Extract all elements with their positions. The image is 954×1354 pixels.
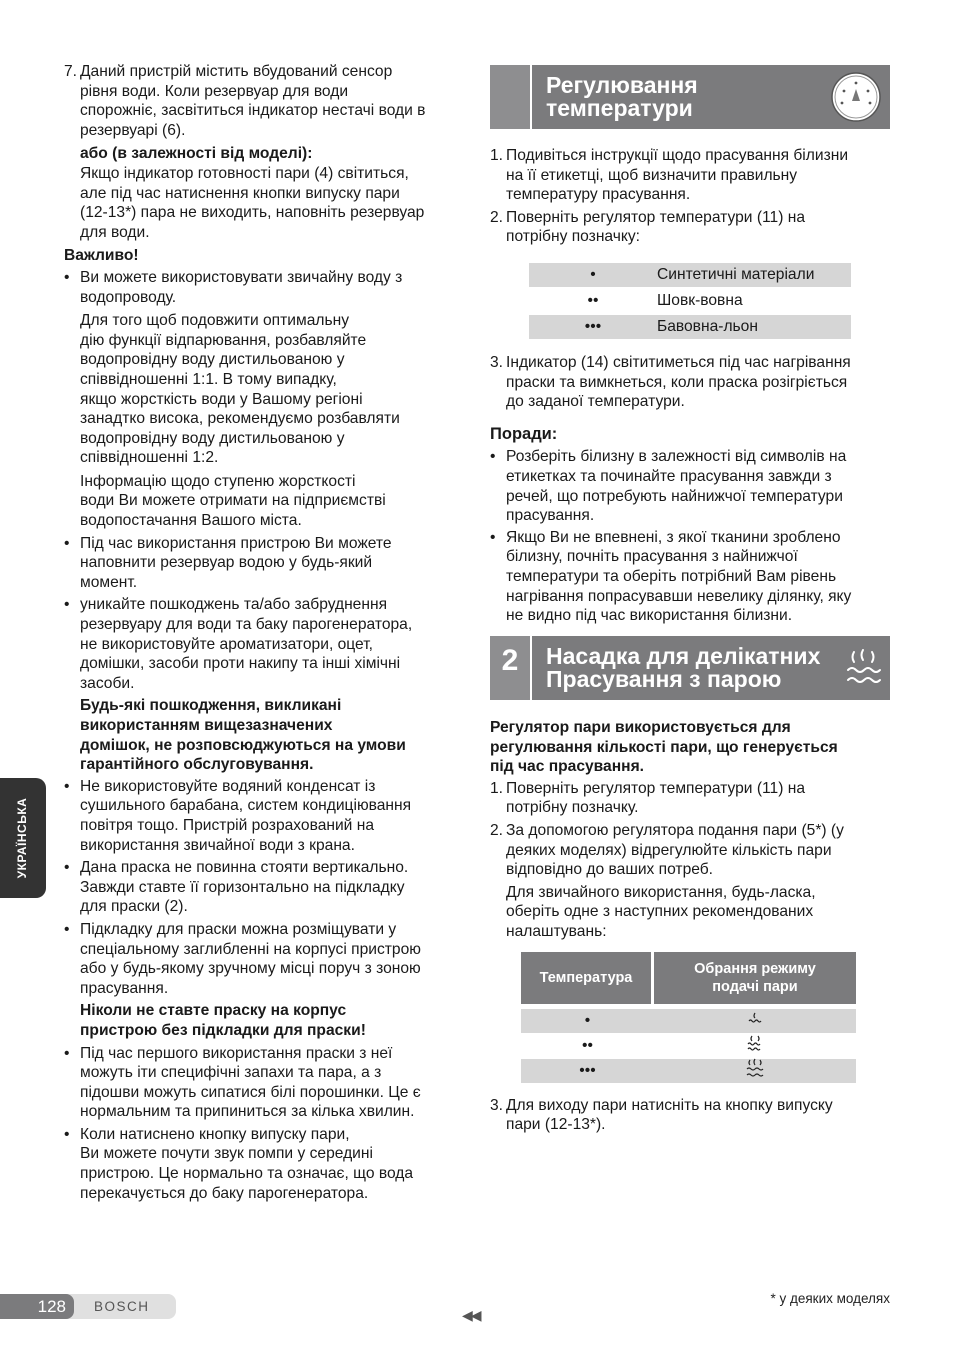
table-row: •• — [521, 1034, 856, 1058]
temp-item-1: 1. Подивіться інструкції щодо прасування білизни на її етикетці, щоб визначити правильну температуру прасування. — [490, 147, 849, 204]
bullet-4: • Не використовуйте водяний конденсат із сушильного барабана, систем кондиціювання повітря тощо. Пристрій розрахований на використання звичайної води з крана. — [64, 777, 412, 854]
temp-item-3: 3. Індикатор (14) світитиметься під час нагрівання праски та вимкнеться, коли праска розігріється до заданої температури. — [490, 353, 851, 411]
steam-intro: Регулятор пари використовується для регулювання кількості пари, що генерується під час прасування. — [490, 719, 838, 776]
fabric-label: Бавовна-льон — [657, 318, 758, 336]
nav-arrows: ◀◀ — [462, 1307, 480, 1323]
section-number: 2 — [501, 644, 519, 677]
important-heading: Важливо! — [64, 247, 139, 265]
steam-high-icon — [745, 1057, 765, 1079]
bullet-8: • Коли натиснено кнопку випуску пари, Ви можете почути звук помпи у середині пристрою. Це нормально та означає, що вода перекачується до баку парогенератора. — [64, 1125, 414, 1202]
temp-item-2: 2. Поверніть регулятор температури (11) на потрібну позначку: — [490, 208, 806, 246]
bullet-5: • Дана праска не повинна стояти вертикально. Завжди ставте її горизонтально на підкладку для праски (2). — [64, 859, 409, 916]
right-column — [490, 146, 890, 626]
brand-name: BOSCH — [94, 1299, 150, 1314]
steam-medium-icon — [746, 1034, 764, 1052]
list-item-7 — [64, 62, 466, 140]
language-side-tab — [0, 778, 46, 898]
section-delicate-steam-header — [490, 636, 890, 700]
bullet-7: • Під час першого використання праски з неї можуть іти специфічні запахи та пара, а з підошви можуть сипатися білі порошинки. Це є нормальним та припиниться за кілька хвилин. — [64, 1044, 421, 1121]
never-place-warning: Ніколи не ставте праску на корпус пристрою без підкладки для праски! — [80, 1002, 366, 1039]
left-column — [64, 62, 466, 1203]
col-header-temperature: Температура — [521, 952, 651, 1004]
item-number: 7. — [64, 63, 78, 80]
tip-2: • Якщо Ви не впевнені, з якої тканини зроблено білизну, почніть прасування з найнижчої температури та оберіть потрібний Вам рівень нагрівання попрасувавши невелику ділянку, яку не видно під час використання білизни. — [490, 528, 852, 625]
bullet-6: • Підкладку для праски можна розміщувати у спеціальному заглибленні на корпусі пристрою або у будь-якому зручному місці поруч з зоною прасування. Ніколи не ставте праску на корпус пристрою без підкладки для праски! — [64, 920, 466, 1041]
table-row: •• Шовк-вовна — [587, 292, 743, 310]
section-tab — [490, 65, 532, 129]
table-row: ••• — [521, 1059, 856, 1083]
bullet-2: • Під час використання пристрою Ви можете наповнити резервуар водою у будь-який момент. — [64, 534, 392, 591]
steam-icon — [842, 644, 884, 692]
table-row: • — [521, 1009, 856, 1033]
tips-heading: Поради: — [490, 424, 558, 443]
col-header-steam-mode: Обрання режиму подачі пари — [654, 952, 856, 1004]
item-7-text: Даний пристрій містить вбудований сенсор рівня води. Коли резервуар для води спорожніє, засвітиться індикатор нестачі води в резервуарі (6). — [80, 63, 426, 139]
section-temperature-header — [490, 65, 890, 129]
section-title: Регулювання температури — [546, 72, 698, 121]
steam-item-3: 3. Для виходу пари натисніть на кнопку випуску пари (12-13*). — [490, 1096, 833, 1134]
footer-page-badge — [0, 1294, 176, 1319]
table-row: • Синтетичні матеріали — [529, 263, 851, 287]
steam-table — [521, 952, 856, 1083]
bullet-3: • уникайте пошкоджень та/або забруднення резервуару для води та баку парогенератора, не використовуйте ароматизатори, оцет, домішки, засоби проти накипу та інші хімічні засоби. Будь-які пошкодження, викликані використанням вищезазначених домішок, не розповсюджуються на умови гарантійного обслуговування. — [64, 595, 466, 774]
page-number: 128 — [0, 1294, 74, 1319]
alt-block: або (в залежності від моделі): Якщо індикатор готовності пари (4) світиться, але під час натиснення кнопки випуску пари (12-13*) пара не виходить, наповніть резервуар для води. — [64, 144, 466, 242]
warranty-warning: Будь-які пошкодження, викликані використанням вищезазначених домішок, не розповсюджуються на умови гарантійного обслуговування. — [80, 697, 406, 774]
table-header — [521, 952, 856, 1004]
bullet-1: • Ви можете використовувати звичайну воду з водопроводу. Для того щоб подовжити оптимальну дію функції відпарювання, розбавляйте водопровідну воду дистильованою у співвідношенні 1:1. В тому випадку, якщо жорсткість води у Вашому регіоні занадтко висока, рекомендуємо розбавляти водопровідну воду дистильованою у співвідношенні 1:2. Інформацію щодо ступеню жорсткості води Ви можете отримати на підприємстві водопостачання Вашого міста. — [64, 268, 403, 530]
right-column-lower — [490, 718, 890, 1135]
fabric-table — [529, 263, 851, 339]
steam-item-1: 1. Поверніть регулятор температури (11) на потрібну позначку. — [490, 779, 806, 817]
section-title: Насадка для делікатних Прасування з парою — [546, 643, 821, 692]
footnote: * у деяких моделях — [770, 1291, 890, 1306]
fabric-label: Синтетичні матеріали — [657, 266, 815, 284]
language-label: УКРАЇНСЬКА — [15, 797, 30, 879]
steam-low-icon — [747, 1011, 763, 1025]
steam-para: Для звичайного використання, будь-ласка, оберіть одне з наступних рекомендованих налаштувань: — [506, 883, 816, 940]
table-row: ••• Бавовна-льон — [529, 315, 851, 339]
temperature-dial-icon — [830, 71, 882, 123]
alt-heading: або (в залежності від моделі): — [80, 145, 313, 163]
fabric-label: Шовк-вовна — [657, 292, 743, 310]
tip-1: • Розберіть білизну в залежності від символів на етикетках та починайте прасування завжди з речей, що потребують найнижчої температури прасування. — [490, 448, 847, 525]
steam-item-2: 2. За допомогою регулятора подання пари (5*) (у деяких моделях) відрегулюйте кількість пари відповідно до ваших потреб. Для звичайного використання, будь-ласка, оберіть одне з наступних рекомендованих налаштувань: — [490, 821, 890, 942]
